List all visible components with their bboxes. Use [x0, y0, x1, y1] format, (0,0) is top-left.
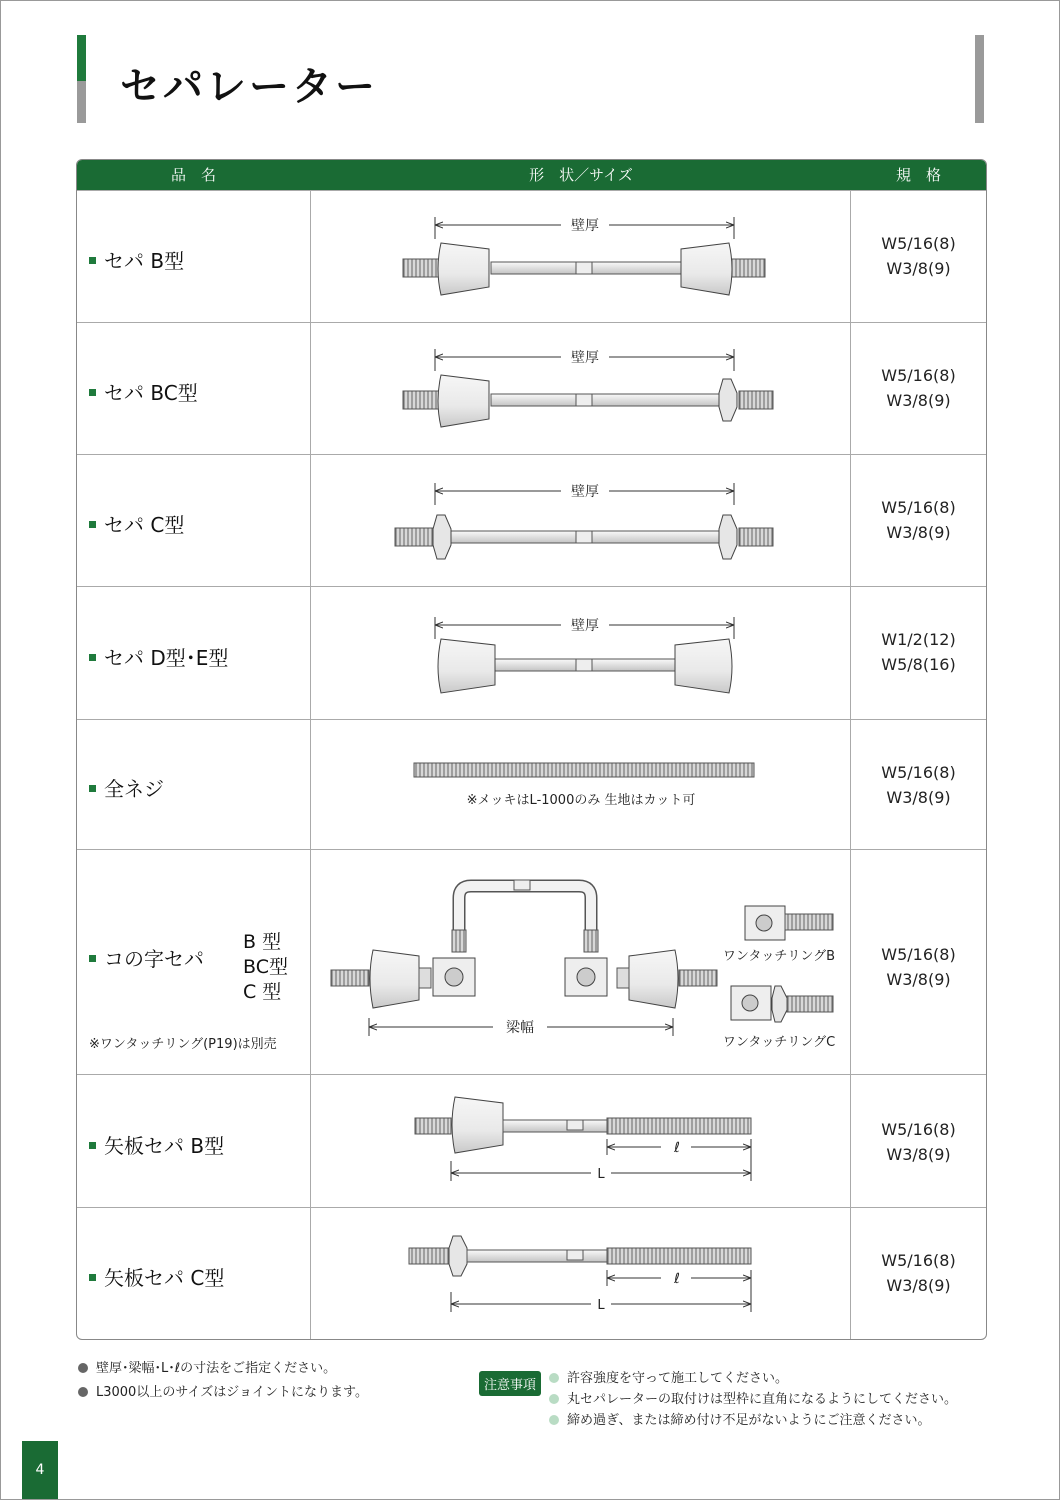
product-name: 矢板セパ C型	[89, 1262, 224, 1291]
caution-item: 締め過ぎ、または締め付け不足がないようにご注意ください。	[549, 1409, 930, 1428]
product-name: 全ネジ	[89, 773, 164, 802]
table-row	[77, 1207, 986, 1340]
ring-c-label: ワンタッチリングC	[722, 1035, 836, 1050]
title-accent-right	[975, 35, 984, 123]
svg-text:L: L	[597, 1298, 605, 1313]
page-number: 4	[22, 1441, 58, 1499]
product-name: セパ B型	[89, 245, 184, 274]
title-accent-left	[77, 35, 86, 123]
caution-item: 許容強度を守って施工してください。	[549, 1367, 788, 1386]
product-diagram	[311, 191, 851, 323]
svg-text:ℓ: ℓ	[674, 1271, 680, 1287]
header-name: 品 名	[170, 166, 216, 184]
name-note: ※ワンタッチリング(P19)は別売	[89, 1037, 277, 1052]
product-diagram	[311, 587, 851, 720]
svg-text:梁幅: 梁幅	[506, 1020, 534, 1036]
table-row	[77, 190, 986, 323]
product-diagram	[311, 1075, 851, 1208]
spec: W5/16(8) W3/8(9)	[881, 763, 956, 807]
table-header	[77, 160, 986, 190]
product-diagram	[311, 1208, 851, 1340]
table-row	[77, 586, 986, 720]
dim-label: 壁厚	[571, 218, 599, 234]
table-row	[77, 719, 986, 850]
spec: W1/2(12) W5/8(16)	[881, 630, 956, 674]
footer-note: 壁厚･梁幅･L･ℓの寸法をご指定ください。	[78, 1357, 336, 1376]
table-row	[77, 849, 986, 1075]
spec: W5/16(8) W3/8(9)	[881, 1251, 956, 1295]
shape-note: ※メッキはL-1000のみ 生地はカット可	[466, 793, 696, 808]
product-name: セパ D型･E型	[89, 642, 228, 671]
table-row	[77, 454, 986, 587]
header-shape: 形 状／サイズ	[529, 166, 633, 184]
product-name: コの字セパ	[89, 943, 204, 972]
spec: W5/16(8) W3/8(9)	[881, 498, 956, 542]
product-diagram	[311, 720, 851, 850]
spec: W5/16(8) W3/8(9)	[881, 366, 956, 410]
table-row	[77, 1074, 986, 1208]
product-name: 矢板セパ B型	[89, 1130, 224, 1159]
product-name: セパ C型	[89, 509, 184, 538]
product-diagram	[311, 323, 851, 455]
ring-b-label: ワンタッチリングB	[722, 949, 836, 964]
svg-text:壁厚: 壁厚	[571, 350, 599, 366]
table-row	[77, 322, 986, 455]
svg-text:壁厚: 壁厚	[571, 484, 599, 500]
svg-text:壁厚: 壁厚	[571, 618, 599, 634]
spec: W5/16(8) W3/8(9)	[881, 1120, 956, 1164]
footer-note: L3000以上のサイズはジョイントになります。	[78, 1381, 368, 1400]
caution-item: 丸セパレーターの取付けは型枠に直角になるようにしてください。	[549, 1388, 957, 1407]
caution-badge: 注意事項	[479, 1371, 541, 1396]
svg-text:L: L	[597, 1167, 605, 1182]
product-diagram	[311, 455, 851, 587]
header-spec: 規 格	[895, 166, 941, 184]
product-name: セパ BC型	[89, 377, 198, 406]
spec: W5/16(8) W3/8(9)	[881, 234, 956, 278]
page-title: セパレーター	[120, 64, 378, 110]
product-table	[76, 159, 987, 1340]
type-list: B 型 BC型 C 型	[243, 931, 288, 1003]
svg-text:ℓ: ℓ	[674, 1140, 680, 1156]
product-diagram	[311, 850, 851, 1075]
spec: W5/16(8) W3/8(9)	[881, 945, 956, 989]
